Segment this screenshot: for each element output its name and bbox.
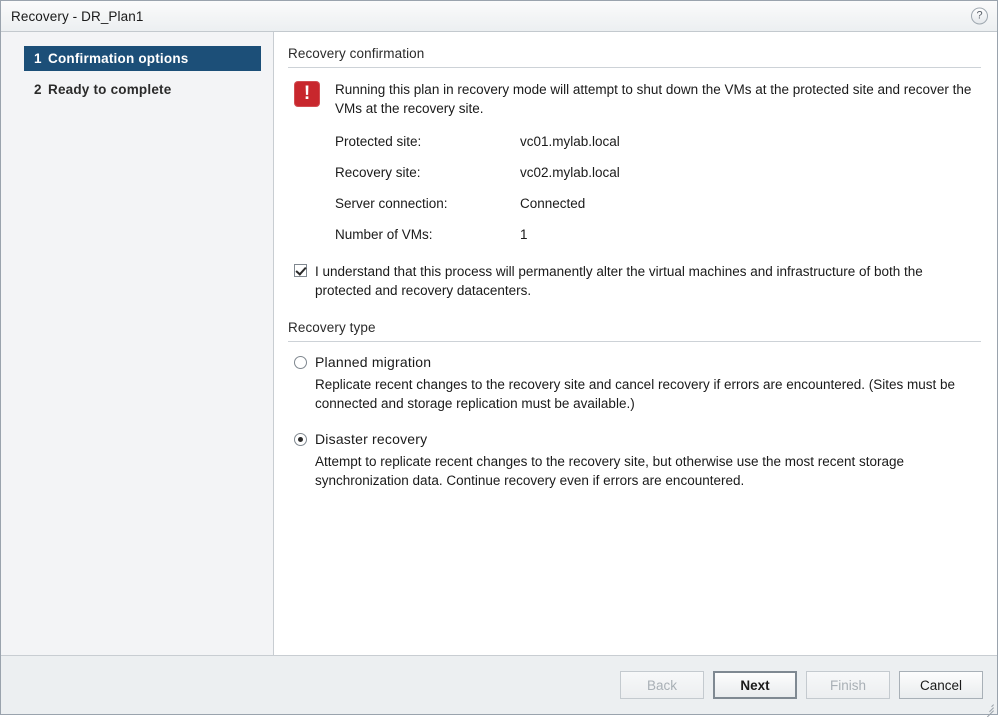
warning-icon: ! <box>294 81 320 107</box>
table-row <box>335 196 620 227</box>
field-label: Number of VMs: <box>335 227 433 242</box>
field-label: Protected site: <box>335 134 422 149</box>
cancel-button[interactable]: Cancel <box>899 671 983 699</box>
recovery-info-table <box>335 134 620 258</box>
radio-label: Disaster recovery <box>315 431 428 447</box>
wizard-steps-sidebar <box>1 32 274 655</box>
warning-text: Running this plan in recovery mode will attempt to shut down the VMs at the protected site and recover the VMs at the recovery site. <box>335 82 972 116</box>
wizard-content <box>274 32 997 655</box>
recovery-confirmation-header: Recovery confirmation <box>288 46 981 68</box>
field-label: Server connection: <box>335 196 448 211</box>
disaster-recovery-description: Attempt to replicate recent changes to the recovery site, but otherwise use the most recent storage synchronization data. Continue recovery even if errors are encountered. <box>315 454 905 488</box>
field-label: Recovery site: <box>335 165 421 180</box>
warning-block <box>288 80 981 118</box>
radio-button[interactable] <box>294 433 307 446</box>
acknowledge-checkbox[interactable] <box>294 264 307 277</box>
step-label: Ready to complete <box>48 82 172 97</box>
field-value: 1 <box>520 227 528 242</box>
acknowledge-row[interactable] <box>294 262 981 300</box>
window-title: Recovery - DR_Plan1 <box>11 8 144 24</box>
planned-migration-description: Replicate recent changes to the recovery site and cancel recovery if errors are encountered. (Sites must be connected and storage replication must be available.) <box>315 377 956 411</box>
field-value: Connected <box>520 196 586 211</box>
title-bar <box>1 1 997 32</box>
next-button[interactable]: Next <box>713 671 797 699</box>
radio-disaster-recovery[interactable] <box>294 431 981 447</box>
field-value: vc01.mylab.local <box>520 134 620 149</box>
resize-grip-icon[interactable] <box>984 701 994 711</box>
table-row <box>335 165 620 196</box>
step-number: 1 <box>34 51 42 66</box>
acknowledge-label: I understand that this process will permanently alter the virtual machines and infrastructure of both the protected and recovery datacenters. <box>315 264 923 298</box>
step-number: 2 <box>34 82 42 97</box>
step-label: Confirmation options <box>48 51 189 66</box>
help-icon[interactable]: ? <box>971 8 988 25</box>
finish-button[interactable]: Finish <box>806 671 890 699</box>
dialog-footer <box>1 655 997 714</box>
table-row <box>335 227 620 258</box>
field-value: vc02.mylab.local <box>520 165 620 180</box>
radio-planned-migration[interactable] <box>294 354 981 370</box>
table-row <box>335 134 620 165</box>
radio-label: Planned migration <box>315 354 432 370</box>
recovery-type-header: Recovery type <box>288 320 981 342</box>
back-button[interactable]: Back <box>620 671 704 699</box>
sidebar-item-ready-to-complete[interactable] <box>24 77 263 102</box>
radio-button[interactable] <box>294 356 307 369</box>
dialog-body <box>1 32 997 655</box>
sidebar-item-confirmation-options[interactable] <box>24 46 261 71</box>
